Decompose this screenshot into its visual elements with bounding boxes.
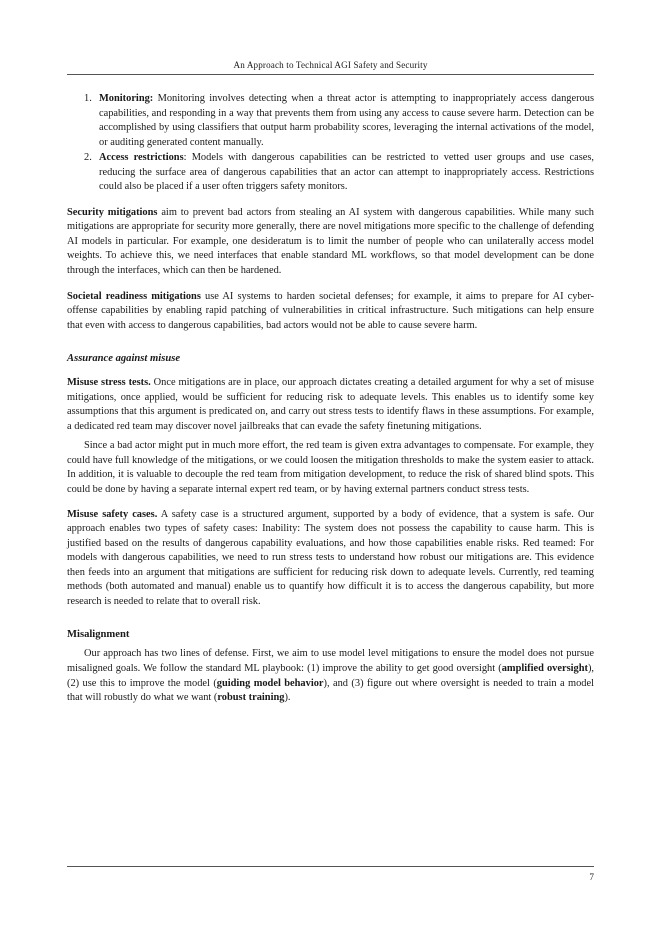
paragraph-body: A safety case is a structured argument, supported by a body of evidence, that a system is safe. Our approach enables two types of safety cases: Inability: The system does not possess the capability to cause harm. This is justified based on the results of dangerous capability evaluations, and how those capabilities enable risks. Red teamed: For models with dangerous capabilities, we need to run stress tests to understand how robust our mitigations are. This evidence then feeds into an argument that mitigations are sufficient for reducing risk down to adequate levels. Currently, red teaming methods (both automated and manual) enable us to quantify how difficult it is to access the dangerous capability, but more research is needed to relate that to overall risk.	[67, 508, 594, 607]
paragraph-lead-in: Security mitigations	[67, 206, 158, 218]
paragraph-security-mitigations	[67, 206, 594, 279]
paragraph-misalignment-intro	[67, 647, 594, 705]
heading-misalignment: Misalignment	[67, 629, 130, 641]
header-rule	[67, 74, 594, 75]
paragraph-segment: ).	[284, 692, 291, 704]
list-item	[67, 151, 594, 195]
page-content	[67, 60, 594, 706]
paragraph-segment: ), (2) use this to improve the model (	[67, 662, 595, 689]
emphasis-guiding-model-behavior: guiding model behavior	[216, 677, 324, 689]
emphasis-amplified-oversight: amplified oversight	[501, 662, 588, 674]
body-text	[67, 92, 594, 706]
paragraph-lead-in: Societal readiness mitigations	[67, 290, 201, 302]
running-head: An Approach to Technical AGI Safety and Security	[233, 60, 428, 70]
list-item-marker: 1.	[84, 93, 92, 104]
emphasis-robust-training: robust training	[217, 692, 285, 704]
paragraph-lead-in: Misuse safety cases.	[67, 508, 158, 520]
list-item	[67, 92, 594, 150]
paragraph-segment: ), and (3) figure out where oversight is needed to train a model that will robustly do what we want (	[67, 677, 594, 704]
paragraph-body: use AI systems to harden societal defenses; for example, it aims to prepare for AI cyber-offense capabilities by enabling rapid patching of vulnerabilities in critical infrastructure. Such mitigations can help ensure that even with access to dangerous capabilities, bad actors would not be able to cause severe harm.	[67, 290, 595, 331]
paragraph-misuse-stress-tests	[67, 376, 594, 434]
page-footer	[67, 866, 594, 882]
paragraph-red-team-advantages: Since a bad actor might put in much more effort, the red team is given extra advantages to compensate. For example, they could have full knowledge of the mitigations, or we could loosen the mitigation thresholds to make the system easier to attack. In addition, it is valuable to decouple the red team from mitigation development, to reduce the risk of shared blind spots. This could be done by having a separate internal expert red team, or by having external partners conduct stress tests.	[67, 440, 594, 496]
numbered-list	[67, 92, 594, 195]
list-item-term: Monitoring:	[99, 93, 154, 104]
paragraph-lead-in: Misuse stress tests.	[67, 377, 151, 389]
paragraph-body: aim to prevent bad actors from stealing an AI system with dangerous capabilities. While many such mitigations are appropriate for security more generally, there are novel mitigations more specific to the challenge of defending AI models in particular. For example, one desideratum is to limit the number of people who can unilaterally access model weights. To achieve this, we need interfaces that enable standard ML workflows, so that model development can be done through the interfaces, which can then be hardened.	[67, 206, 594, 277]
list-item-marker: 2.	[84, 152, 92, 164]
page-number: 7	[589, 872, 594, 882]
list-item-text: Monitoring involves detecting when a threat actor is attempting to inappropriately access dangerous capabilities, and responding in a way that prevents them from using any access to cause severe harm. Detection can be accomplished by using classifiers that output harm probability scores, leveraging the internal activations of the model, or auditing generated content manually.	[99, 93, 594, 148]
list-item-text: : Models with dangerous capabilities can be restricted to vetted user groups and use cases, reducing the surface area of dangerous capabilities that an actor can attempt to inappropriately access. Restrictions could also be placed if a user often triggers safety monitors.	[99, 152, 594, 193]
paragraph-segment: Our approach has two lines of defense. First, we aim to use model level mitigations to ensure the model does not pursue misaligned goals. We follow the standard ML playbook: (1) improve the ability to get good oversight (	[67, 648, 594, 674]
paragraph-societal-readiness	[67, 290, 594, 334]
paragraph-body: Once mitigations are in place, our approach dictates creating a detailed argument for why a set of misuse mitigations, once applied, would be sufficient for reducing risk to adequate levels. This enables us to identify some key assumptions that this argument is predicated on, and carry out stress tests to identify flaws in these assumptions. For example, a dedicated red team may discover novel jailbreaks that can evade the safety finetuning mitigations.	[67, 377, 595, 432]
heading-assurance-against-misuse: Assurance against misuse	[67, 353, 181, 365]
paragraph-misuse-safety-cases	[67, 508, 594, 610]
list-item-term: Access restrictions	[99, 152, 184, 164]
